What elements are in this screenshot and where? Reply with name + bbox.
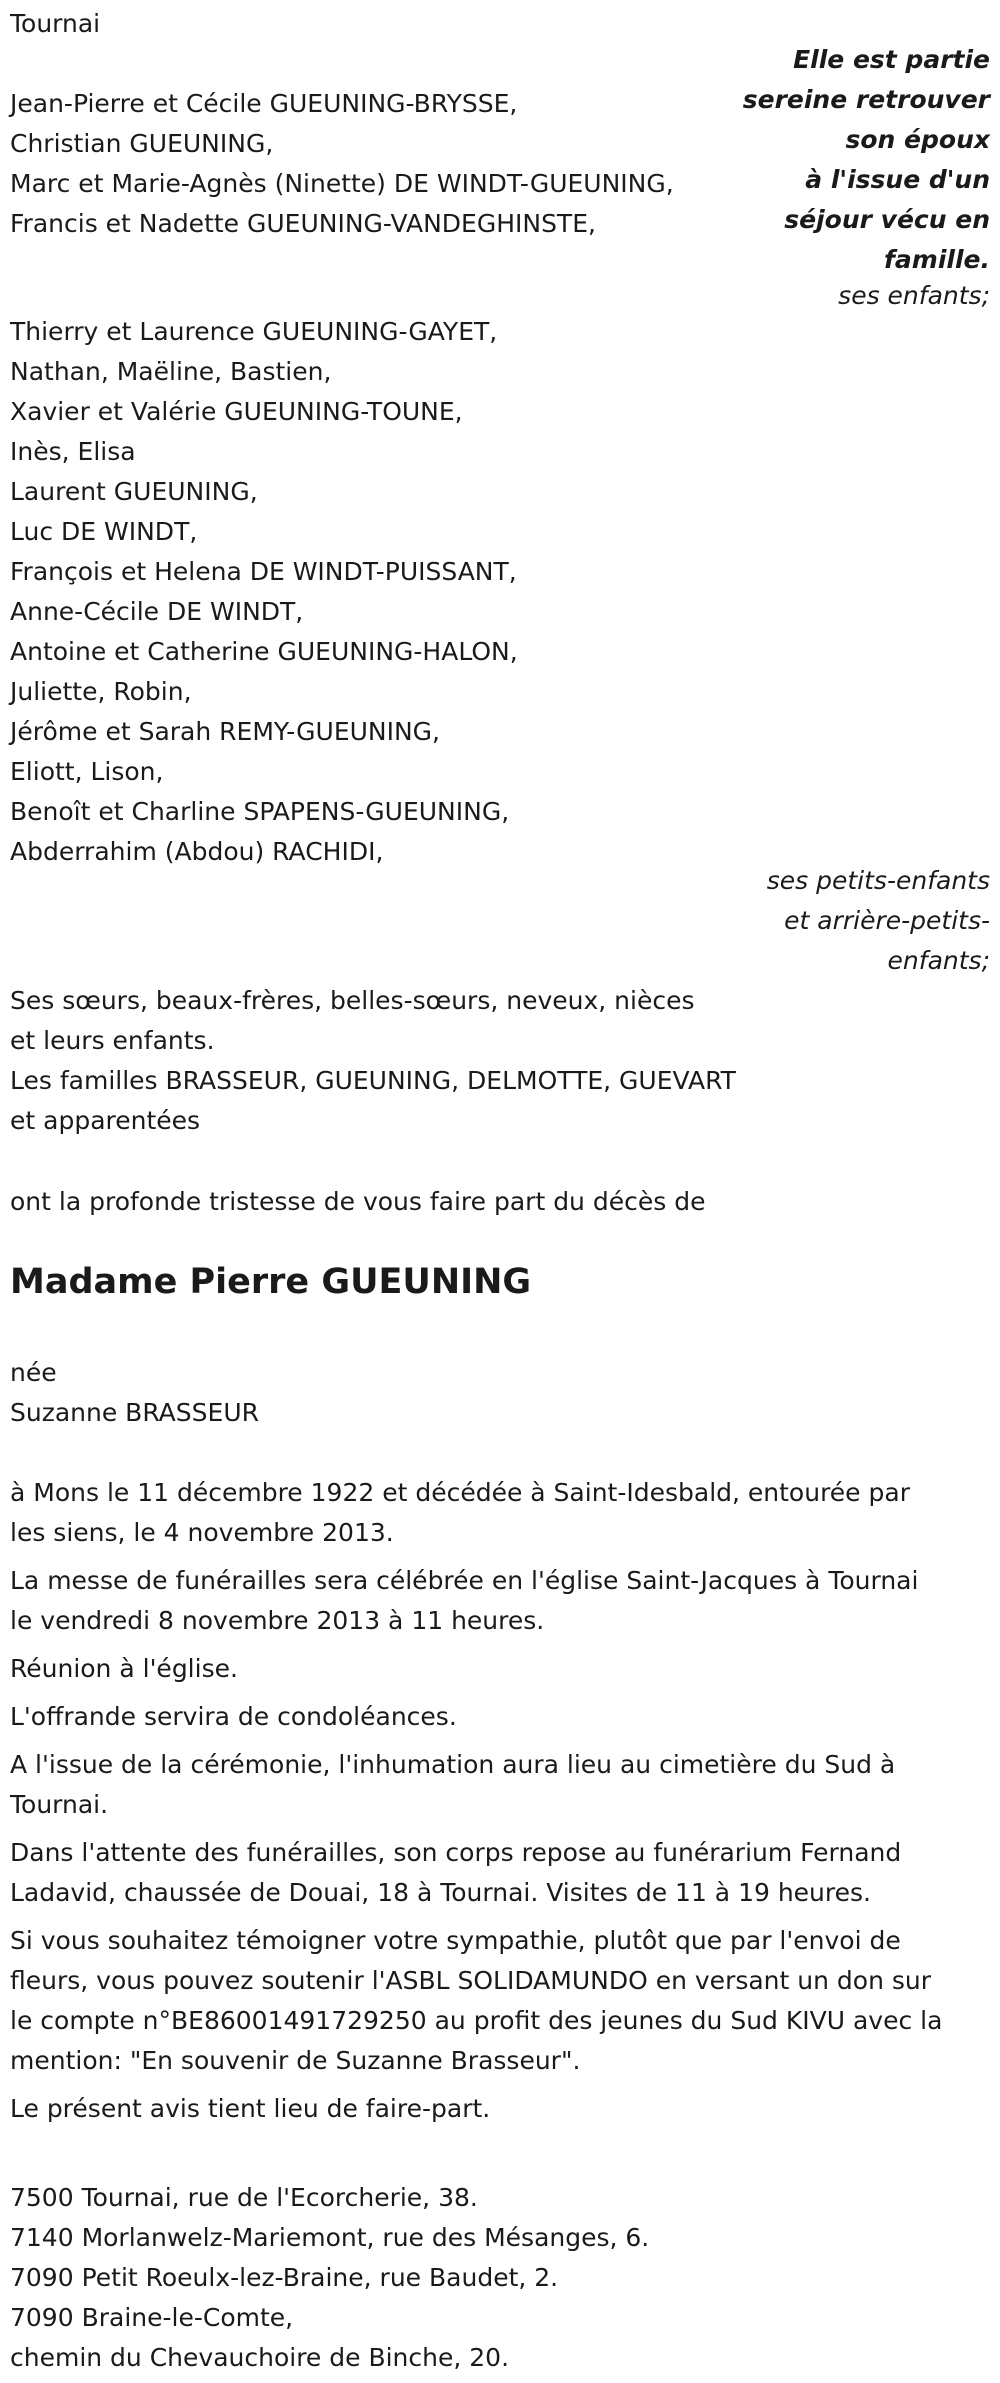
detail-line: Si vous souhaitez témoigner votre sympathie, plutôt que par l'envoi de (10, 1926, 901, 1955)
deceased-name: Madame Pierre GUEUNING (10, 1262, 532, 1302)
detail-paragraph (10, 1697, 942, 1737)
detail-line: les siens, le 4 novembre 2013. (10, 1518, 394, 1547)
list-item: Christian GUEUNING, (10, 129, 274, 158)
quote-line: famille. (884, 245, 990, 274)
detail-line: Tournai. (10, 1790, 109, 1819)
list-item: Jean-Pierre et Cécile GUEUNING-BRYSSE, (10, 89, 518, 118)
list-item: Jérôme et Sarah REMY-GUEUNING, (10, 717, 441, 746)
detail-line: Réunion à l'église. (10, 1654, 238, 1683)
city-header: Tournai (10, 9, 101, 38)
detail-paragraph (10, 1833, 942, 1913)
grandchildren-label-line: ses petits-enfants (766, 866, 990, 895)
detail-line: fleurs, vous pouvez soutenir l'ASBL SOLIDAMUNDO en versant un don sur (10, 1966, 932, 1995)
list-item: et leurs enfants. (10, 1026, 215, 1055)
list-item: Benoît et Charline SPAPENS-GUEUNING, (10, 797, 510, 826)
quote-line: Elle est partie (793, 45, 990, 74)
address-line: chemin du Chevauchoire de Binche, 20. (10, 2343, 510, 2372)
quote-line: à l'issue d'un (805, 165, 990, 194)
list-item: Laurent GUEUNING, (10, 477, 258, 506)
address-line: 7140 Morlanwelz-Mariemont, rue des Mésanges, 6. (10, 2223, 650, 2252)
list-item: Abderrahim (Abdou) RACHIDI, (10, 837, 384, 866)
list-item: Thierry et Laurence GUEUNING-GAYET, (10, 317, 498, 346)
quote-line: séjour vécu en (784, 205, 990, 234)
list-item: Francis et Nadette GUEUNING-VANDEGHINSTE, (10, 209, 596, 238)
list-item: Inès, Elisa (10, 437, 136, 466)
list-item: Antoine et Catherine GUEUNING-HALON, (10, 637, 518, 666)
address-line: 7090 Braine-le-Comte, (10, 2303, 294, 2332)
address-line: 7090 Petit Roeulx-lez-Braine, rue Baudet, 2. (10, 2263, 559, 2292)
list-item: Ses sœurs, beaux-frères, belles-sœurs, neveux, nièces (10, 986, 695, 1015)
detail-line: A l'issue de la cérémonie, l'inhumation aura lieu au cimetière du Sud à (10, 1750, 896, 1779)
detail-line: le compte n°BE86001491729250 au profit des jeunes du Sud KIVU avec la (10, 2006, 943, 2035)
list-item: Luc DE WINDT, (10, 517, 198, 546)
list-item: François et Helena DE WINDT-PUISSANT, (10, 557, 517, 586)
addresses-block (10, 2178, 649, 2378)
detail-line: Ladavid, chaussée de Douai, 18 à Tournai. Visites de 11 à 19 heures. (10, 1878, 871, 1907)
list-item: Nathan, Maëline, Bastien, (10, 357, 332, 386)
detail-line: Dans l'attente des funérailles, son corps repose au funérarium Fernand (10, 1838, 902, 1867)
grandchildren-list (10, 312, 518, 872)
children-label-text: ses enfants; (838, 281, 990, 310)
detail-paragraph (10, 1921, 942, 2081)
quote-line: son époux (845, 125, 990, 154)
detail-paragraph (10, 2089, 942, 2129)
quote-block (743, 40, 990, 280)
list-item: Juliette, Robin, (10, 677, 192, 706)
list-item: Xavier et Valérie GUEUNING-TOUNE, (10, 397, 463, 426)
born-label: née (10, 1358, 57, 1387)
detail-line: mention: "En souvenir de Suzanne Brasseur". (10, 2046, 581, 2075)
detail-line: L'offrande servira de condoléances. (10, 1702, 457, 1731)
address-line: 7500 Tournai, rue de l'Ecorcherie, 38. (10, 2183, 478, 2212)
birth-name-block (10, 1353, 259, 1433)
detail-paragraph (10, 1745, 942, 1825)
detail-line: à Mons le 11 décembre 1922 et décédée à Saint-Idesbald, entourée par (10, 1478, 910, 1507)
maiden-name: Suzanne BRASSEUR (10, 1398, 259, 1427)
grandchildren-label-line: et arrière-petits- (784, 906, 990, 935)
announcement-text: ont la profonde tristesse de vous faire part du décès de (10, 1187, 706, 1216)
list-item: Marc et Marie-Agnès (Ninette) DE WINDT-GUEUNING, (10, 169, 674, 198)
list-item: Les familles BRASSEUR, GUEUNING, DELMOTTE, GUEVART (10, 1066, 736, 1095)
detail-line: La messe de funérailles sera célébrée en l'église Saint-Jacques à Tournai (10, 1566, 919, 1595)
detail-line: le vendredi 8 novembre 2013 à 11 heures. (10, 1606, 545, 1635)
detail-line: Le présent avis tient lieu de faire-part. (10, 2094, 491, 2123)
grandchildren-label-line: enfants; (887, 946, 990, 975)
family-list (10, 981, 736, 1141)
detail-paragraph (10, 1473, 942, 1553)
list-item: Eliott, Lison, (10, 757, 164, 786)
list-item: Anne-Cécile DE WINDT, (10, 597, 304, 626)
children-label (838, 276, 990, 316)
grandchildren-label (767, 861, 990, 981)
children-list (10, 84, 674, 244)
quote-line: sereine retrouver (742, 85, 990, 114)
details-block (10, 1473, 942, 2129)
detail-paragraph (10, 1649, 942, 1689)
list-item: et apparentées (10, 1106, 201, 1135)
detail-paragraph (10, 1561, 942, 1641)
